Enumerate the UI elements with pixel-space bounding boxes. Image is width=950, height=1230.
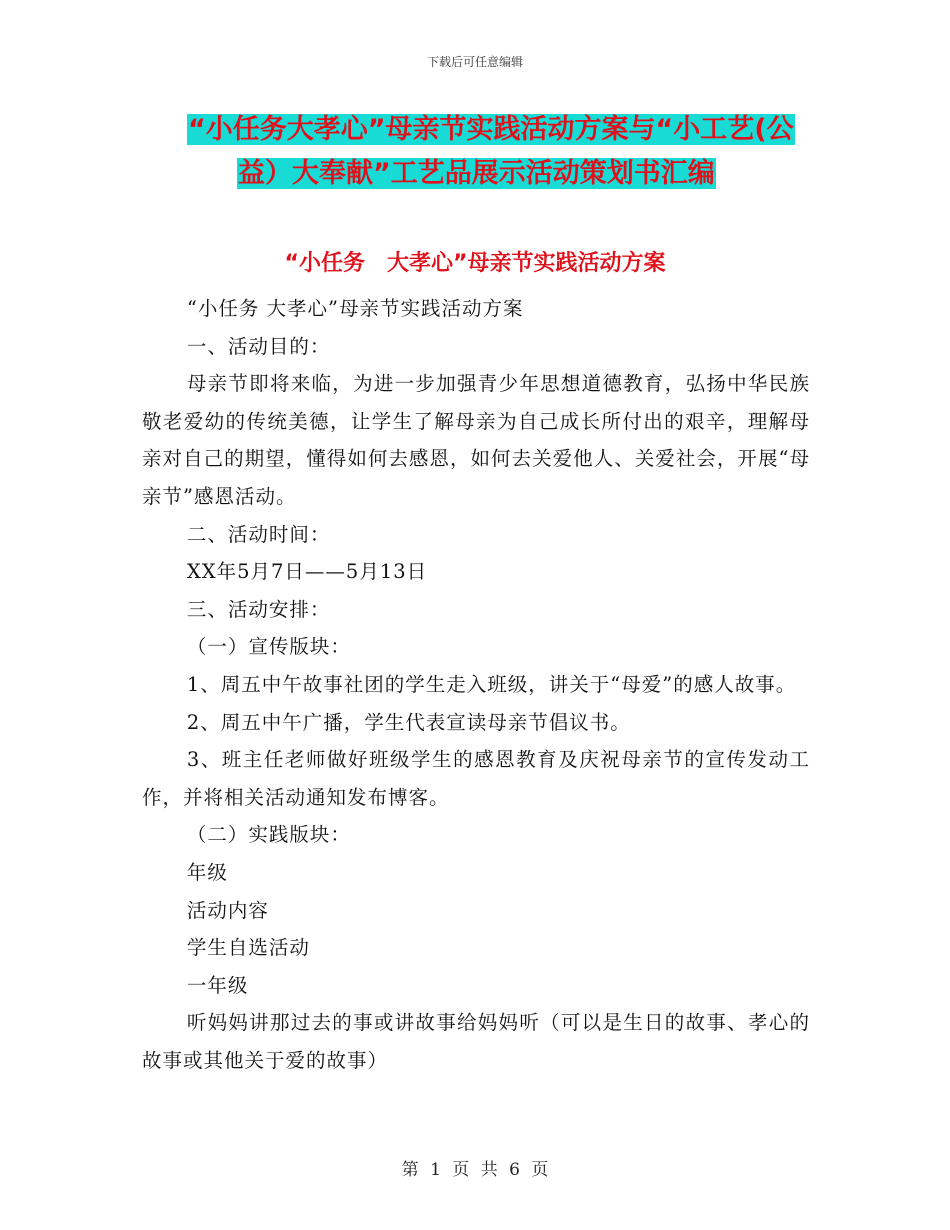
- body-text: [142, 290, 810, 1079]
- paragraph: XX年5月7日——5月13日: [186, 560, 428, 584]
- title-line-1: “小任务大孝心”母亲节实践活动方案与“小工艺(公: [188, 114, 794, 145]
- paragraph: 年级: [186, 860, 228, 884]
- paragraph: 一年级: [186, 973, 249, 997]
- heading-purpose: 一、活动目的：: [186, 334, 331, 358]
- heading-arrangement: 三、活动安排：: [186, 597, 331, 621]
- paragraph: 2、周五中午广播，学生代表宣读母亲节倡议书。: [186, 710, 631, 734]
- subheading-practice: （二）实践版块：: [186, 823, 351, 847]
- paragraph: 3、班主任老师做好班级学生的感恩教育及庆祝母亲节的宣传发动工作，并将相关活动通知发布博客。: [142, 748, 810, 809]
- section-title: “小任务 大孝心”母亲节实践活动方案: [284, 251, 666, 276]
- paragraph: 1、周五中午故事社团的学生走入班级，讲关于“母爱”的感人故事。: [186, 672, 797, 696]
- paragraph: 听妈妈讲那过去的事或讲故事给妈妈听（可以是生日的故事、孝心的故事或其他关于爱的故事）: [142, 1011, 810, 1072]
- page-footer: 第 1 页 共 6 页: [401, 1160, 549, 1180]
- title-line-2: 益）大奉献”工艺品展示活动策划书汇编: [238, 158, 715, 189]
- paragraph: “小任务 大孝心”母亲节实践活动方案: [186, 297, 524, 320]
- paragraph: 母亲节即将来临，为进一步加强青少年思想道德教育，弘扬中华民族敬老爱幼的传统美德，让学生了解母亲为自己成长所付出的艰辛，理解母亲对自己的期望，懂得如何去感恩，如何去关爱他人、关爱社会，开展“母亲节”感恩活动。: [142, 372, 810, 508]
- paragraph: 学生自选活动: [186, 936, 310, 960]
- header-note: 下载后可任意编辑: [426, 55, 523, 69]
- paragraph: 活动内容: [186, 898, 269, 922]
- subheading-publicity: （一）宣传版块：: [186, 635, 351, 659]
- heading-time: 二、活动时间：: [186, 522, 331, 546]
